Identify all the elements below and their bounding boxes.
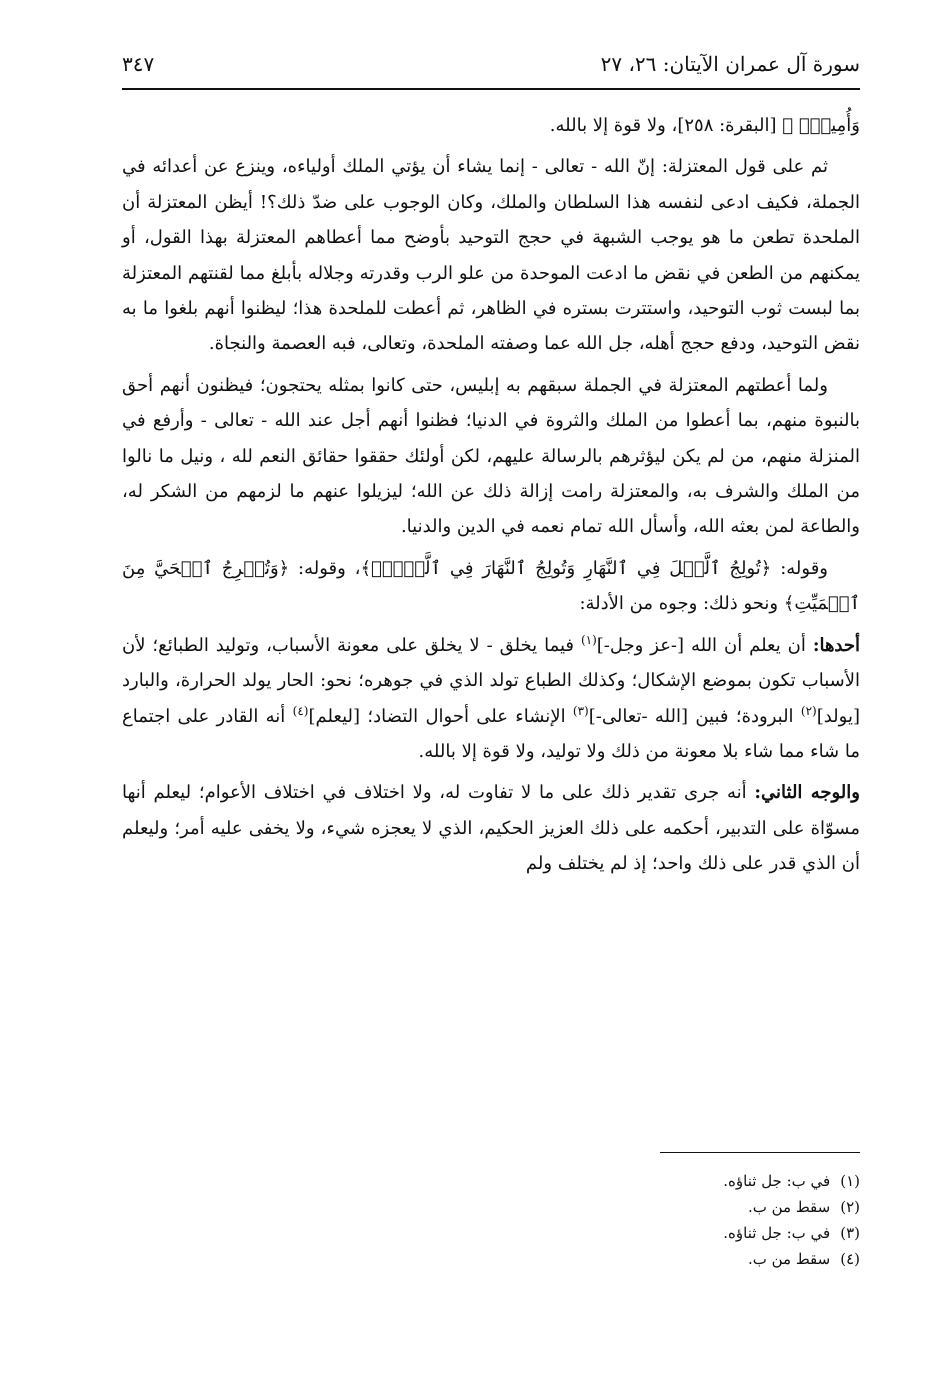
footnote-text: في ب: جل ثناؤه. xyxy=(723,1224,831,1242)
footnote-marker: (٢) xyxy=(800,703,817,718)
header-divider xyxy=(122,88,860,90)
paragraph-text: الإنشاء على أحوال التضاد؛ [ليعلم] xyxy=(308,705,573,727)
paragraph-6 xyxy=(122,775,860,881)
page-number: ٣٤٧ xyxy=(122,52,155,76)
footnote-divider xyxy=(660,1152,860,1153)
paragraph-lead: أحدها: xyxy=(812,634,861,656)
paragraph-lead: والوجه الثاني: xyxy=(754,782,860,804)
paragraph-text: أن يعلم أن الله [-عز وجل-] xyxy=(596,634,813,656)
paragraph-5 xyxy=(122,628,860,770)
paragraph-1: وَأُمِيتُۖ ﴾ [البقرة: ٢٥٨]، ولا قوة إلا بالله. xyxy=(549,115,860,136)
footnote-item xyxy=(500,1220,860,1246)
footnote-item xyxy=(500,1194,860,1220)
footnote-number: (١) xyxy=(840,1172,860,1190)
paragraph-text: أنه القادر على اجتماع ما شاء مما شاء بلا معونة من ذلك ولا توليد، ولا قوة إلا بالله. xyxy=(122,705,860,762)
paragraph-text: أنه جرى تقدير ذلك على ما لا تفاوت له، ولا اختلاف في اختلاف الأعوام؛ ليعلم أنها مسوّاة على التدبير، أحكمه على ذلك العزيز الحكيم، الذي لا يعجزه شيء، ولا يخفى عليه أمر؛ وليعلم أن الذي قدر على ذلك واحد؛ إذ لم يختلف ولم xyxy=(122,782,860,875)
main-text xyxy=(122,108,860,888)
paragraph-4: وقوله: ﴿تُولِجُ ٱلَّيۡلَ فِي ٱلنَّهَارِ وَتُولِجُ ٱلنَّهَارَ فِي ٱلَّيۡلِۖ﴾، وقوله: ﴿وَتُخۡرِجُ ٱلۡحَيَّ مِنَ ٱلۡمَيِّتِ﴾ ونحو ذلك: وجوه من الأدلة: xyxy=(122,557,860,615)
footnote-item xyxy=(500,1168,860,1194)
footnote-text: سقط من ب. xyxy=(747,1198,831,1216)
footnote-marker: (٤) xyxy=(292,703,309,718)
footnote-text: في ب: جل ثناؤه. xyxy=(723,1172,831,1190)
footnotes xyxy=(500,1168,860,1272)
footnote-text: سقط من ب. xyxy=(747,1250,831,1268)
footnote-number: (٤) xyxy=(840,1250,860,1268)
footnote-number: (٢) xyxy=(840,1198,860,1216)
paragraph-text: فيما يخلق - لا يخلق على معونة الأسباب، وتوليد الطبائع؛ لأن الأسباب تكون بموضع الإشكال؛ وكذلك الطباع تولد الذي في جوهره؛ نحو: الحار يولد الحرارة، والبارد [يولد] xyxy=(122,634,860,727)
footnote-marker: (١) xyxy=(580,632,597,647)
page-header xyxy=(122,44,860,84)
paragraph-3: ولما أعطتهم المعتزلة في الجملة سبقهم به إبليس، حتى كانوا بمثله يحتجون؛ فيظنون أنهم أحق بالنبوة منهم، بما أعطوا من الملك والثروة في الدنيا؛ فظنوا أنهم أجل عند الله - تعالى - وأرفع في المنزلة منهم، من لم يكن ليؤثرهم بالرسالة عليهم، لكن أولئك حققوا حقائق النعم لله ، ونيل ما نالوا من الملك والشرف به، والمعتزلة رامت إزالة ذلك عن الله؛ ليزيلوا عنهم ما لزمهم من الشكر له، والطاعة لمن بعثه الله، وأسأل الله تمام نعمه في الدين والدنيا. xyxy=(122,374,860,538)
paragraph-2: ثم على قول المعتزلة: إنّ الله - تعالى - إنما يشاء أن يؤتي الملك أولياءه، وينزع عن أعدائه في الجملة، فكيف ادعى لنفسه هذا السلطان والملك، وكان الوجوب على ضدّ ذلك؟! أيظن المعتزلة أن الملحدة تطعن ما هو يوجب الشبهة في حجج التوحيد بأوضح مما أعطاهم المعتزلة بهذا القول، أو يمكنهم من الطعن في نقض ما ادعت الموحدة من علو الرب وقدرته وجلاله بأبلغ مما لقنتهم المعتزلة بما لبست ثوب التوحيد، واستترت بستره في الظاهر، ثم أعطت للملحدة هذا؛ ليظنوا أنهم بلغوا ما به نقض التوحيد، ودفع حجج أهله، جل الله عما وصفته الملحدة، وتعالى، فبه العصمة والنجاة. xyxy=(122,156,860,355)
footnote-number: (٣) xyxy=(840,1224,860,1242)
footnote-item xyxy=(500,1246,860,1272)
footnote-marker: (٣) xyxy=(572,703,589,718)
running-title: سورة آل عمران الآيتان: ٢٦، ٢٧ xyxy=(600,52,860,76)
paragraph-text: البرودة؛ فبين [الله -تعالى-] xyxy=(588,705,801,727)
